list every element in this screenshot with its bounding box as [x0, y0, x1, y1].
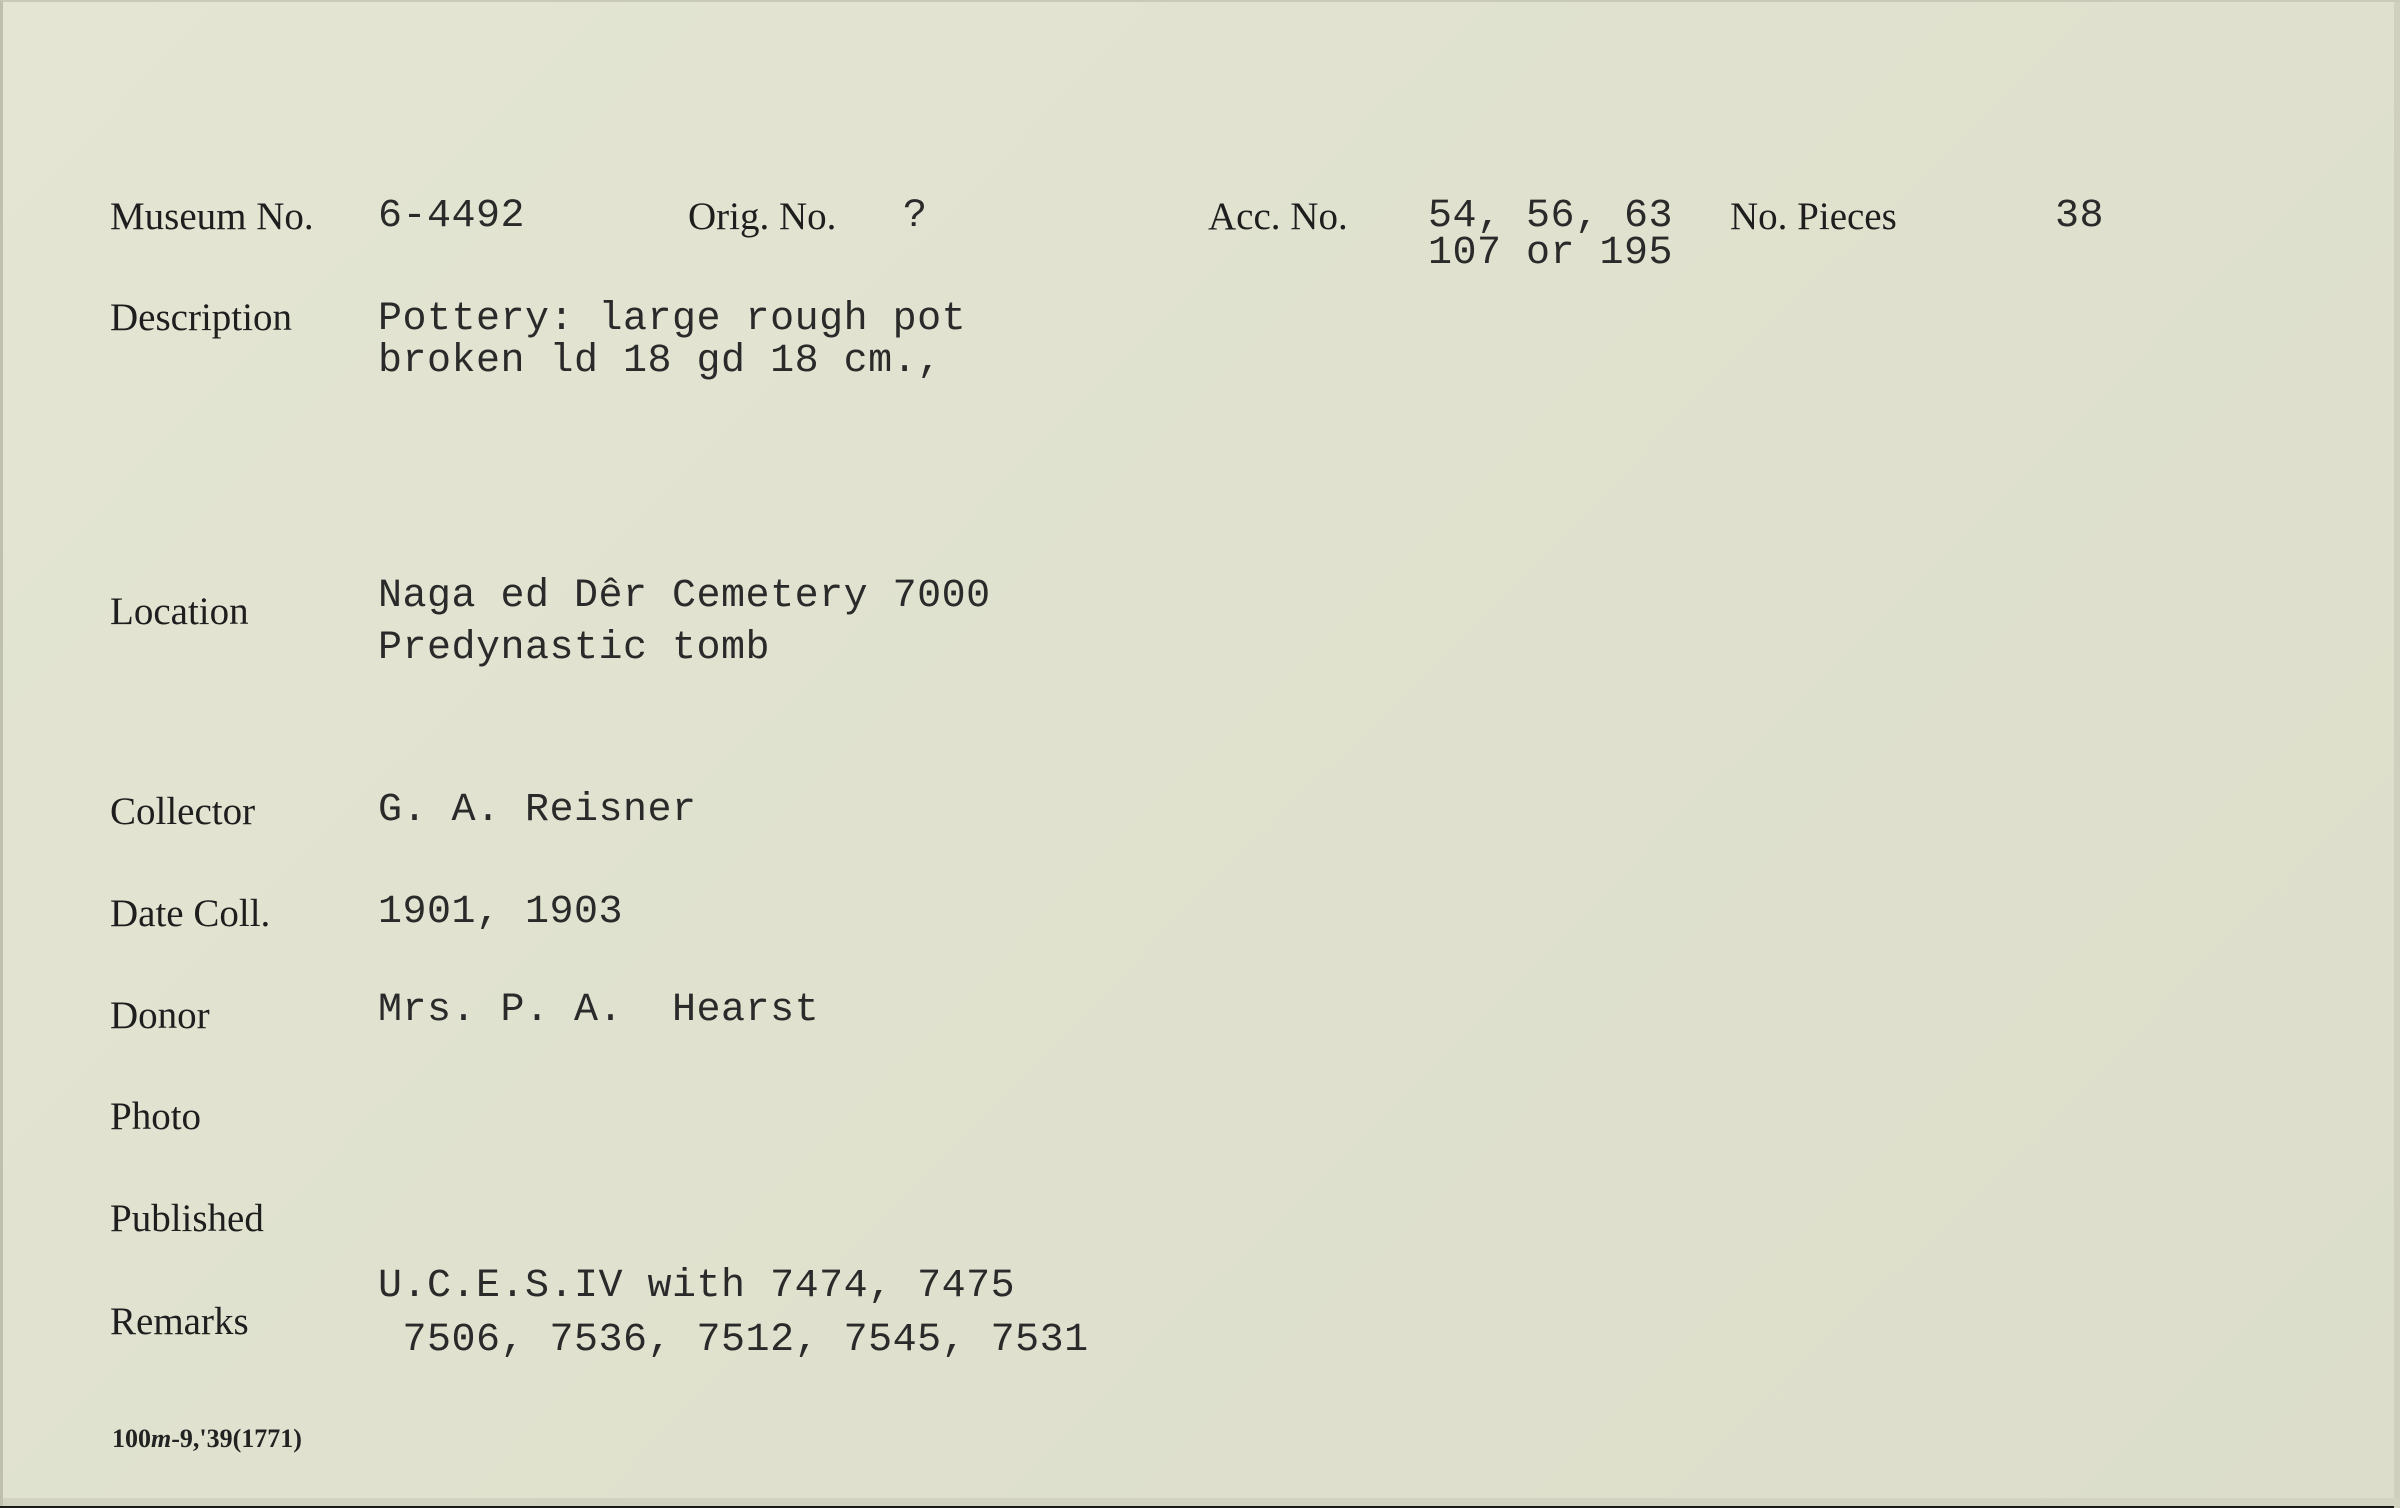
donor-value: Mrs. P. A. Hearst — [378, 988, 820, 1033]
acc-no-line-1: 54, 56, 63 — [1428, 194, 1674, 239]
print-code-prefix: 100 — [112, 1424, 151, 1453]
donor-label: Donor — [110, 994, 210, 1037]
no-pieces-value: 38 — [2055, 194, 2105, 239]
museum-no-value: 6-4492 — [378, 194, 526, 239]
collector-label: Collector — [110, 790, 256, 833]
orig-no-value: ? — [903, 194, 928, 239]
description-label: Description — [110, 296, 292, 339]
location-value — [378, 574, 991, 672]
remarks-line-2: 7506, 7536, 7512, 7545, 7531 — [378, 1318, 1089, 1363]
print-code-italic: m — [151, 1424, 172, 1453]
remarks-label: Remarks — [110, 1300, 249, 1343]
photo-label: Photo — [110, 1095, 202, 1138]
location-line-1: Naga ed Dêr Cemetery 7000 — [378, 574, 991, 619]
description-line-1: Pottery: large rough pot — [378, 297, 967, 342]
card-edge — [2394, 2, 2400, 1508]
date-coll-value: 1901, 1903 — [378, 890, 624, 935]
published-label: Published — [110, 1197, 264, 1240]
date-coll-label: Date Coll. — [110, 892, 271, 935]
description-line-2: broken ld 18 gd 18 cm., — [378, 339, 942, 384]
print-code — [112, 1424, 302, 1454]
print-code-suffix: -9,'39(1771) — [171, 1424, 302, 1453]
museum-no-label: Museum No. — [110, 195, 314, 238]
remarks-line-1: U.C.E.S.IV with 7474, 7475 — [378, 1264, 1016, 1309]
location-line-2: Predynastic tomb — [378, 626, 771, 671]
location-label: Location — [110, 590, 249, 633]
collector-value: G. A. Reisner — [378, 788, 697, 833]
acc-no-value — [1428, 194, 1673, 277]
description-value — [378, 297, 966, 385]
acc-no-label: Acc. No. — [1208, 195, 1348, 238]
card-bottom-edge — [3, 1498, 2400, 1506]
remarks-value — [378, 1264, 1089, 1364]
no-pieces-label: No. Pieces — [1730, 195, 1897, 238]
acc-no-line-2: 107 or 195 — [1428, 231, 1674, 276]
orig-no-label: Orig. No. — [688, 195, 837, 238]
